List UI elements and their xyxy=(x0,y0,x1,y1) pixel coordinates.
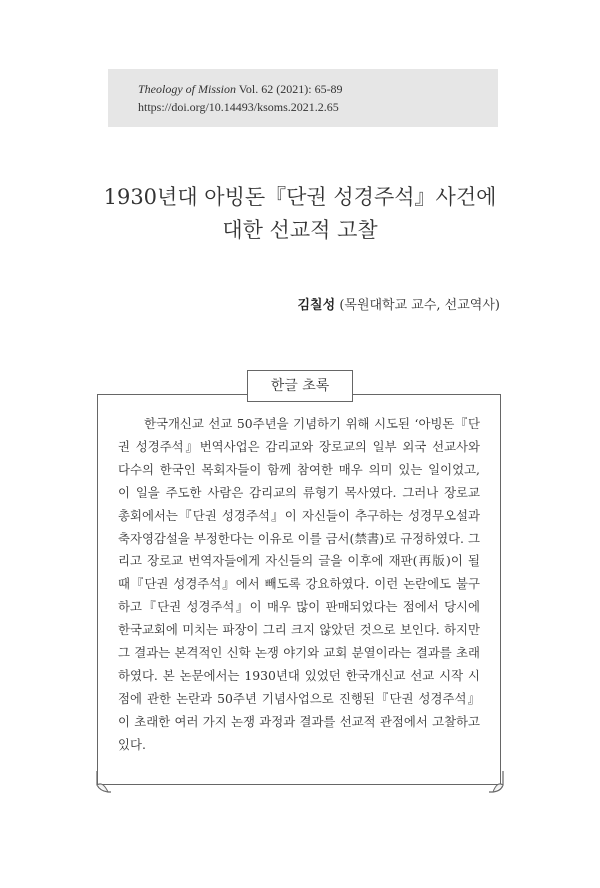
paper-title-line-1: 1930년대 아빙돈『단권 성경주석』사건에 xyxy=(103,185,497,209)
abstract-body xyxy=(118,413,480,757)
abstract-text: 한국개신교 선교 50주년을 기념하기 위해 시도된 ‘아빙돈『단권 성경주석』번역사업은 감리교와 장로교의 일부 외국 선교사와 다수의 한국인 목회자들이 함께 참여한 매우 의미 있는 일이었고, 이 일을 주도한 사람은 감리교의 류형기 목사였다. 그러나 장로교 총회에서는『단권 성경주석』이 자신들이 추구하는 성경무오설과 축자영감설을 부정한다는 이유로 이를 금서(禁書)로 규정하였다. 그리고 장로교 번역자들에게 자신들의 글을 이후에 재판(再版)이 될 때『단권 성경주석』에서 빼도록 강요하였다. 이런 논란에도 불구하고『단권 성경주석』이 매우 많이 판매되었다는 점에서 당시에 한국교회에 미치는 파장이 그리 크지 않았던 것으로 보인다. 하지만 그 결과는 본격적인 신학 논쟁 야기와 교회 분열이라는 결과를 초래하였다. 본 논문에서는 1930년대 있었던 한국개신교 선교 시작 시점에 관한 논란과 50주년 기념사업으로 진행된『단권 성경주석』이 초래한 여러 가지 논쟁 과정과 결과를 선교적 관점에서 고찰하고 있다. xyxy=(118,416,480,752)
journal-header-box xyxy=(108,69,498,127)
journal-name: Theology of Mission xyxy=(138,82,236,96)
paper-title-line-2: 대한 선교적 고찰 xyxy=(222,218,378,242)
page-curl-left-icon xyxy=(96,771,112,793)
author-affiliation: (목원대학교 교수, 선교역사) xyxy=(339,298,500,313)
author-line xyxy=(297,294,500,313)
author-name: 김칠성 xyxy=(297,298,336,313)
doi-link[interactable]: https://doi.org/10.14493/ksoms.2021.2.65 xyxy=(138,100,339,114)
abstract-heading: 한글 초록 xyxy=(247,370,353,402)
page-curl-right-icon xyxy=(489,771,505,793)
journal-volume: Vol. 62 (2021): 65-89 xyxy=(236,82,343,96)
journal-citation xyxy=(138,82,343,97)
